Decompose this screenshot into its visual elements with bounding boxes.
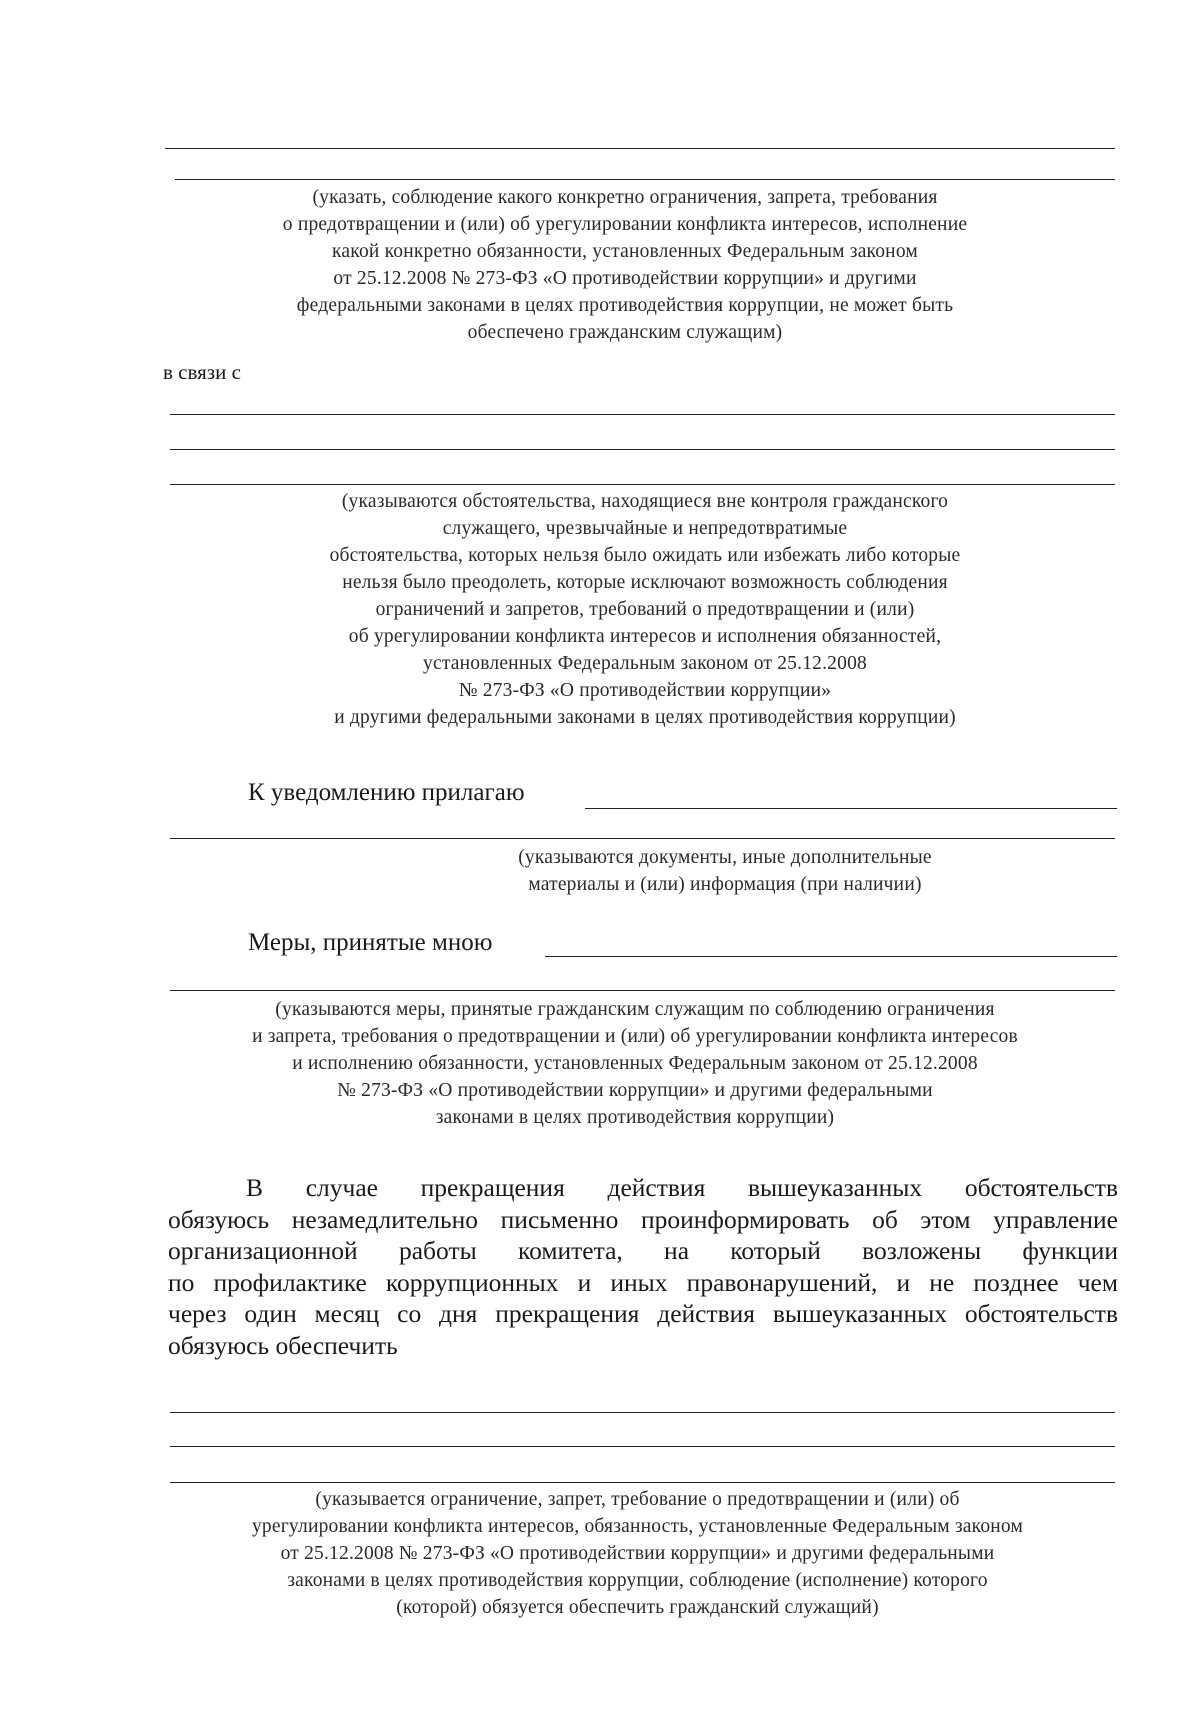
commitment-paragraph xyxy=(168,1172,1118,1361)
attachments-label: К уведомлению прилагаю xyxy=(248,779,525,806)
fill-line[interactable] xyxy=(170,1482,1115,1483)
paragraph-line: организационной работы комитета, на который возложены функции xyxy=(168,1236,1118,1265)
hint-line: (указываются документы, иные дополнительные xyxy=(518,847,932,868)
fill-line[interactable] xyxy=(170,449,1115,450)
measures-hint xyxy=(150,996,1120,1131)
hint-line: (указывается ограничение, запрет, требование о предотвращении и (или) об xyxy=(315,1489,960,1510)
paragraph-line: обязуюсь обеспечить xyxy=(168,1330,398,1360)
fill-line[interactable] xyxy=(170,990,1115,991)
fill-line[interactable] xyxy=(170,484,1115,485)
hint-line: урегулировании конфликта интересов, обязанность, установленные Федеральным законом xyxy=(251,1516,1024,1537)
hint-line: установленных Федеральным законом от 25.12.2008 xyxy=(423,653,867,674)
fill-line[interactable] xyxy=(175,179,1115,180)
fill-line[interactable] xyxy=(165,148,1115,149)
attachments-fill-line[interactable] xyxy=(585,808,1117,809)
hint-line: и другими федеральными законами в целях противодействия коррупции) xyxy=(334,707,956,728)
paragraph-line: В случае прекращения действия вышеуказанных обстоятельств xyxy=(246,1173,1118,1202)
paragraph-line: через один месяц со дня прекращения действия вышеуказанных обстоятельств xyxy=(168,1299,1118,1328)
hint-line: служащего, чрезвычайные и непредотвратимые xyxy=(442,518,848,539)
measures-fill-line[interactable] xyxy=(545,956,1117,957)
attachments-hint xyxy=(400,844,1050,898)
hint-line: законами в целях противодействия коррупции, соблюдение (исполнение) которого xyxy=(287,1570,988,1591)
commitment-hint xyxy=(150,1486,1125,1621)
hint-line: федеральными законами в целях противодействия коррупции, не может быть xyxy=(296,295,954,316)
reason-hint xyxy=(170,488,1120,731)
hint-line: законами в целях противодействия коррупции) xyxy=(435,1107,835,1128)
reason-label: в связи с xyxy=(163,360,241,384)
hint-line: от 25.12.2008 № 273-ФЗ «О противодействии коррупции» и другими федеральными xyxy=(280,1543,995,1564)
paragraph-line: по профилактике коррупционных и иных правонарушений, и не позднее чем xyxy=(168,1267,1118,1297)
hint-line: ограничений и запретов, требований о предотвращении и (или) xyxy=(375,599,915,620)
fill-line[interactable] xyxy=(170,414,1115,415)
measures-label: Меры, принятые мною xyxy=(248,929,493,956)
hint-line: № 273-ФЗ «О противодействии коррупции» и другими федеральными xyxy=(337,1080,933,1101)
hint-line: (указываются обстоятельства, находящиеся вне контроля гражданского xyxy=(341,491,949,512)
fill-line[interactable] xyxy=(170,1412,1115,1413)
hint-line: и исполнению обязанности, установленных Федеральным законом от 25.12.2008 xyxy=(292,1053,978,1074)
hint-line: материалы и (или) информация (при наличии) xyxy=(528,874,922,895)
hint-line: нельзя было преодолеть, которые исключают возможность соблюдения xyxy=(342,572,948,593)
hint-line: (указать, соблюдение какого конкретно ограничения, запрета, требования xyxy=(312,187,938,208)
hint-line: о предотвращении и (или) об урегулировании конфликта интересов, исполнение xyxy=(282,214,968,235)
hint-line: какой конкретно обязанности, установленных Федеральным законом xyxy=(332,241,918,262)
paragraph-line: обязуюсь незамедлительно письменно проинформировать об этом управление xyxy=(168,1204,1118,1234)
hint-line: № 273-ФЗ «О противодействии коррупции» xyxy=(458,680,832,701)
hint-line: обстоятельства, которых нельзя было ожидать или избежать либо которые xyxy=(329,545,961,566)
hint-line: и запрета, требования о предотвращении и (или) об урегулировании конфликта интересов xyxy=(252,1026,1018,1047)
fill-line[interactable] xyxy=(170,838,1115,839)
restriction-hint xyxy=(160,184,1090,346)
hint-line: (которой) обязуется обеспечить гражданский служащий) xyxy=(396,1597,879,1618)
hint-line: (указываются меры, принятые гражданским служащим по соблюдению ограничения xyxy=(275,999,995,1020)
hint-line: обеспечено гражданским служащим) xyxy=(467,322,783,343)
hint-line: об урегулировании конфликта интересов и исполнения обязанностей, xyxy=(348,626,942,647)
fill-line[interactable] xyxy=(170,1446,1115,1447)
hint-line: от 25.12.2008 № 273-ФЗ «О противодействии коррупции» и другими xyxy=(333,268,917,289)
